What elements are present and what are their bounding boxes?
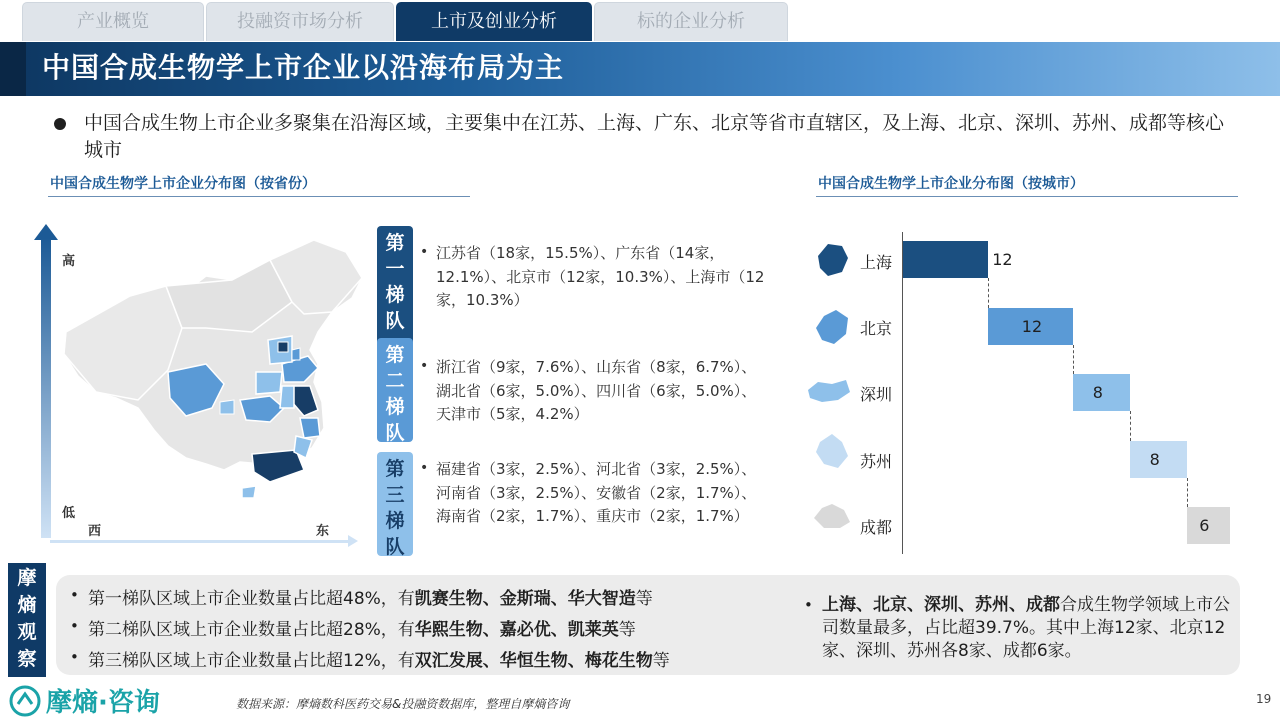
obs-line-2-prefix: 第二梯队区域上市企业数量占比超28%，有	[88, 620, 415, 640]
obs-bullet-1: •	[70, 586, 79, 604]
obs-line-3	[88, 646, 670, 671]
brand-logo-text: 摩熵·咨询	[46, 688, 160, 718]
bar-0	[903, 241, 988, 278]
connector-0	[988, 278, 989, 308]
city-label-shanghai: 上海	[860, 253, 893, 272]
obs-line-3-companies: 双汇发展、华恒生物、梅花生物	[414, 651, 653, 671]
bar-value-label-2: 8	[1092, 383, 1103, 402]
suzhou-map-icon	[812, 432, 852, 472]
tier-1-badge: 第 一 梯 队	[377, 226, 413, 350]
axis-east-label: 东	[316, 524, 330, 539]
observation-side-label: 摩 熵 观 察	[8, 563, 46, 677]
province-title-underline	[48, 196, 470, 197]
chart-vertical-axis	[902, 232, 903, 554]
tier-1-text: 江苏省（18家，15.5%）、广东省（14家，12.1%）、北京市（12家，10.3%）、上海市（12家，10.3%）	[436, 244, 765, 309]
anhui-shape	[280, 386, 294, 408]
west-east-axis	[50, 540, 350, 543]
tab-investment-market[interactable]: 投融资市场分析	[206, 2, 394, 41]
beijing-map-icon	[812, 306, 852, 348]
city-label-shenzhen: 深圳	[860, 385, 893, 404]
bar-value-label-3: 8	[1149, 449, 1160, 469]
zhejiang-shape	[300, 418, 320, 438]
obs-right-body: 合成生物学领域上市公司数量最多，占比超39.7%。其中上海12家、北京12家、深圳、苏州各8家、成都6家。	[822, 595, 1230, 661]
chongqing-shape	[220, 400, 234, 414]
obs-line-1-prefix: 第一梯队区域上市企业数量占比超48%，有	[88, 589, 415, 609]
logo-icon	[8, 684, 42, 718]
city-title-underline	[816, 196, 1238, 197]
tier-2-text: 浙江省（9家，7.6%）、山东省（8家，6.7%）、湖北省（6家，5.0%）、四川省（6家，5.0%）、天津市（5家，4.2%）	[436, 358, 757, 423]
connector-1	[1073, 345, 1074, 375]
bar-value-label-1: 12	[1021, 316, 1043, 336]
tab-industry-overview[interactable]: 产业概览	[22, 2, 204, 41]
tier-3-bullet: •	[420, 460, 429, 476]
title-accent	[0, 42, 26, 96]
obs-line-2-suffix: 等	[618, 620, 636, 640]
connector-2	[1130, 411, 1131, 441]
level-gradient-axis	[41, 238, 51, 538]
tier-3-text: 福建省（3家，2.5%）、河北省（3家，2.5%）、河南省（3家，2.5%）、安徽省（2家，1.7%）、海南省（2家，1.7%）、重庆市（2家，1.7%）	[436, 460, 757, 525]
tier-1-bullet: •	[420, 244, 429, 260]
shanghai-map-icon	[812, 238, 852, 280]
page-number: 19	[1256, 692, 1272, 706]
province-chart-title: 中国合成生物学上市企业分布图（按省份）	[50, 176, 316, 192]
title-bar	[0, 42, 1280, 96]
tianjin-shape	[292, 348, 300, 360]
axis-high-label: 高	[62, 254, 76, 269]
obs-line-3-prefix: 第三梯队区域上市企业数量占比超12%，有	[88, 651, 415, 671]
obs-bullet-2: •	[70, 617, 79, 635]
obs-bullet-3: •	[70, 648, 79, 666]
bar-value-label-0: 12	[992, 250, 1013, 269]
tab-target-companies[interactable]: 标的企业分析	[594, 2, 788, 41]
connector-3	[1187, 478, 1188, 508]
obs-line-1-companies: 凯赛生物、金斯瑞、华大智造	[414, 589, 636, 609]
bar-value-label-4: 6	[1199, 516, 1210, 535]
page-title: 中国合成生物学上市企业以沿海布局为主	[42, 51, 565, 84]
obs-line-1	[88, 584, 653, 609]
city-chart-title: 中国合成生物学上市企业分布图（按城市）	[818, 176, 1084, 192]
henan-shape	[256, 372, 282, 394]
obs-line-2-companies: 华熙生物、嘉必优、凯莱英	[414, 620, 619, 640]
china-province-map	[56, 232, 366, 522]
hainan-shape	[242, 486, 256, 498]
beijing-shape	[278, 342, 288, 352]
obs-line-2	[88, 615, 636, 640]
tab-listing-startup[interactable]: 上市及创业分析	[396, 2, 592, 41]
tier-2-badge: 第 二 梯 队	[377, 338, 413, 442]
obs-line-1-suffix: 等	[635, 589, 653, 609]
axis-west-label: 西	[88, 524, 102, 539]
east-arrow-head	[348, 535, 358, 547]
intro-text: 中国合成生物上市企业多聚集在沿海区域，主要集中在江苏、上海、广东、北京等省市直辖区，及上海、北京、深圳、苏州、成都等核心城市	[84, 112, 1225, 161]
obs-right-text	[822, 594, 1232, 663]
city-label-suzhou: 苏州	[860, 452, 893, 471]
data-source-note: 数据来源：摩熵数科医药交易&投融资数据库，整理自摩熵咨询	[236, 697, 570, 711]
obs-right-cities: 上海、北京、深圳、苏州、成都	[822, 595, 1060, 615]
tier-2-bullet: •	[420, 358, 429, 374]
city-label-beijing: 北京	[860, 319, 893, 338]
shenzhen-map-icon	[806, 376, 852, 406]
city-label-chengdu: 成都	[860, 518, 893, 537]
guangdong-shape	[252, 450, 304, 482]
axis-low-label: 低	[62, 506, 76, 521]
obs-right-bullet: •	[804, 596, 813, 614]
tier-3-badge: 第 三 梯 队	[377, 452, 413, 556]
chengdu-map-icon	[810, 500, 852, 532]
obs-line-3-suffix: 等	[652, 651, 670, 671]
intro-bullet	[54, 118, 66, 130]
